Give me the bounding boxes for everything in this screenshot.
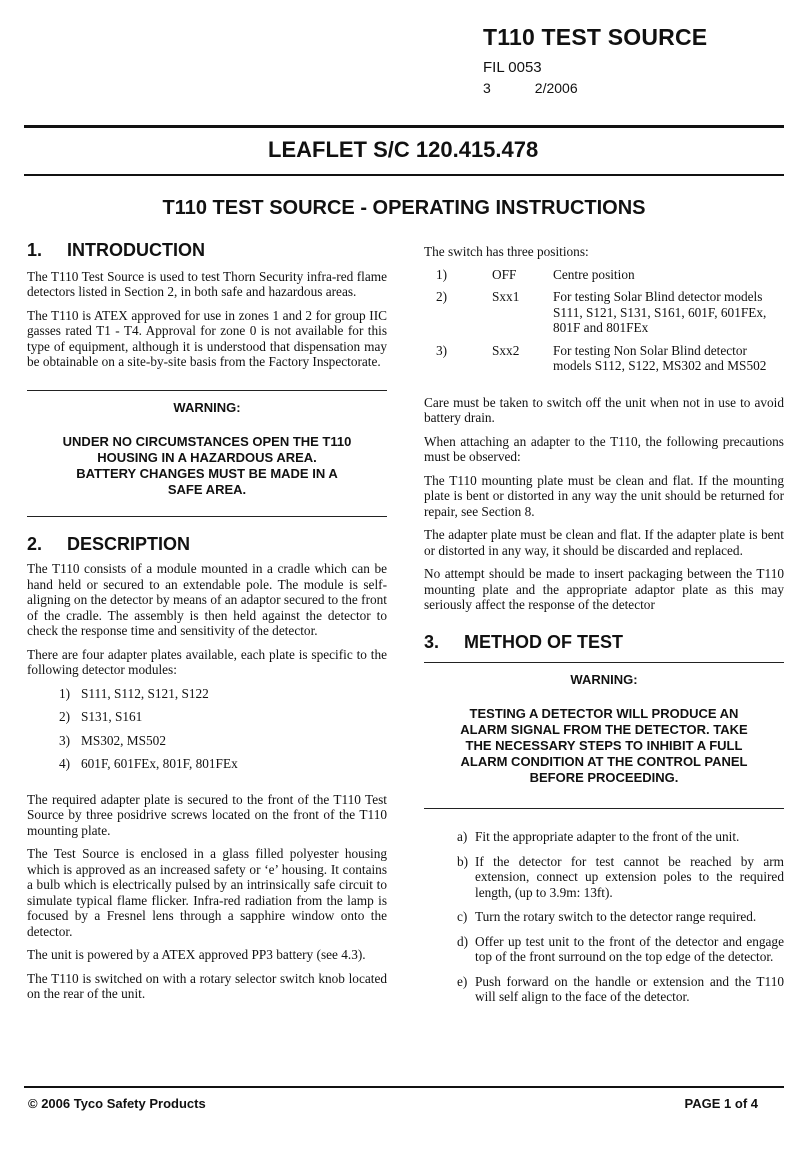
issue-date: 2/2006 xyxy=(534,80,578,96)
list-item: d) Offer up test unit to the front of the detector and engage top of the front surround on the top edge of the detector. xyxy=(457,933,784,964)
table-row: 2) Sxx1 For testing Solar Blind detector models S111, S121, S131, S161, 601F, 601FEx, 801F and 801FEx xyxy=(436,289,767,335)
description-paragraph: The unit is powered by a ATEX approved PP3 battery (see 4.3). xyxy=(27,947,366,962)
switch-paragraph: The T110 mounting plate must be clean and flat. If the mounting plate is bent or distorted in any way the unit should be returned for repair, see Section 8. xyxy=(424,472,784,519)
left-column xyxy=(27,240,387,1010)
list-item: e) Push forward on the handle or extension and the T110 will self align to the face of the detector. xyxy=(457,973,784,1004)
page-title: T110 TEST SOURCE - OPERATING INSTRUCTIONS xyxy=(162,197,646,219)
list-item: b) If the detector for test cannot be reached by arm extension, connect up extension poles to the required length, (up to 3.9m: 13ft). xyxy=(457,853,784,900)
issue-number: 3 xyxy=(483,80,491,96)
warning-text: TESTING A DETECTOR WILL PRODUCE AN ALARM SIGNAL FROM THE DETECTOR. TAKE THE NECESSARY STEPS TO INHIBIT A FULL ALARM CONDITION AT THE CONTROL PANEL BEFORE PROCEEDING. xyxy=(460,706,748,785)
table-row: 1) OFF Centre position xyxy=(436,266,635,282)
switch-paragraph: Care must be taken to switch off the unit when not in use to avoid battery drain. xyxy=(424,394,784,425)
footer-rule xyxy=(24,1086,784,1088)
switch-paragraph: No attempt should be made to insert packaging between the T110 mounting plate and the appropriate adaptor plate as this may seriously affect the response of the detector xyxy=(424,566,784,612)
section-heading-introduction: 1. INTRODUCTION xyxy=(27,240,205,260)
file-number: FIL 0053 xyxy=(483,59,542,76)
intro-paragraph: The T110 Test Source is used to test Thorn Security infra-red flame detectors listed in Section 2, in both safe and hazardous areas. xyxy=(27,268,387,299)
issue-line xyxy=(483,80,578,96)
list-item: a) Fit the appropriate adapter to the front of the unit. xyxy=(457,829,740,844)
copyright: © 2006 Tyco Safety Products xyxy=(28,1096,206,1111)
leaflet-number: LEAFLET S/C 120.415.478 xyxy=(268,137,539,162)
description-paragraph: The Test Source is enclosed in a glass filled polyester housing which is approved as an increased safety or ‘e’ housing. It contains a bulb which is electrically pulsed by an intrinsically safe circuit to simulate typical flame flicker. Infra-red radiation from the lamp is focused by a Fresnel lens through a sapphire window onto the detector. xyxy=(27,846,387,939)
list-item: 2) S131, S161 xyxy=(59,709,143,724)
list-item: 3) MS302, MS502 xyxy=(59,732,166,748)
warning-title: WARNING: xyxy=(173,399,241,415)
switch-intro: The switch has three positions: xyxy=(424,244,589,259)
warning-box-housing xyxy=(27,390,387,517)
warning-title: WARNING: xyxy=(570,672,638,687)
switch-paragraph: The adapter plate must be clean and flat. If the adapter plate is bent or distorted in any way, it should be discarded and replaced. xyxy=(424,527,784,558)
page-number: PAGE 1 of 4 xyxy=(684,1096,758,1111)
header-rule xyxy=(24,125,784,128)
section-heading-description: 2. DESCRIPTION xyxy=(27,533,191,554)
list-item: c) Turn the rotary switch to the detector range required. xyxy=(457,909,757,924)
document-code-title: T110 TEST SOURCE xyxy=(483,24,708,50)
description-paragraph: The T110 is switched on with a rotary selector switch knob located on the rear of the unit. xyxy=(27,970,387,1001)
table-row: 3) Sxx2 For testing Non Solar Blind detector models S112, S122, MS302 and MS502 xyxy=(436,342,767,373)
description-paragraph: There are four adapter plates available, each plate is specific to the following detector modules: xyxy=(27,646,387,677)
warning-text: UNDER NO CIRCUMSTANCES OPEN THE T110 HOUSING IN A HAZARDOUS AREA. BATTERY CHANGES MUST BE MADE IN A SAFE AREA. xyxy=(62,433,352,497)
description-paragraph: The T110 consists of a module mounted in a cradle which can be hand held or secured to an extendable pole. The module is self-aligning on the detector by means of an adaptor secured to the front of the cradle. The assembly is then held against the detector to check the response time and sensitivity of the detector. xyxy=(27,561,387,638)
warning-box-alarm xyxy=(424,662,784,809)
intro-paragraph: The T110 is ATEX approved for use in zones 1 and 2 for group IIC gasses rated T1 - T4. Approval for zone 0 is not available for this type of equipment, although it is understood that dispensation may be obtainable on a site-by-site basis from the Factory Inspectorate. xyxy=(27,307,387,369)
adapter-list xyxy=(27,686,387,772)
description-paragraph: The required adapter plate is secured to the front of the T110 Test Source by three posidrive screws located on the front of the T110 mounting plate. xyxy=(27,791,387,838)
list-item: 1) S111, S112, S121, S122 xyxy=(59,685,209,701)
switch-positions-table xyxy=(436,267,784,381)
list-item: 4) 601F, 601FEx, 801F, 801FEx xyxy=(59,756,238,771)
section-heading-method-of-test: 3. METHOD OF TEST xyxy=(424,631,623,652)
leaflet-rule xyxy=(24,174,784,176)
test-steps-list xyxy=(424,829,784,1005)
right-column xyxy=(424,244,784,1014)
switch-paragraph: When attaching an adapter to the T110, the following precautions must be observed: xyxy=(424,433,784,464)
